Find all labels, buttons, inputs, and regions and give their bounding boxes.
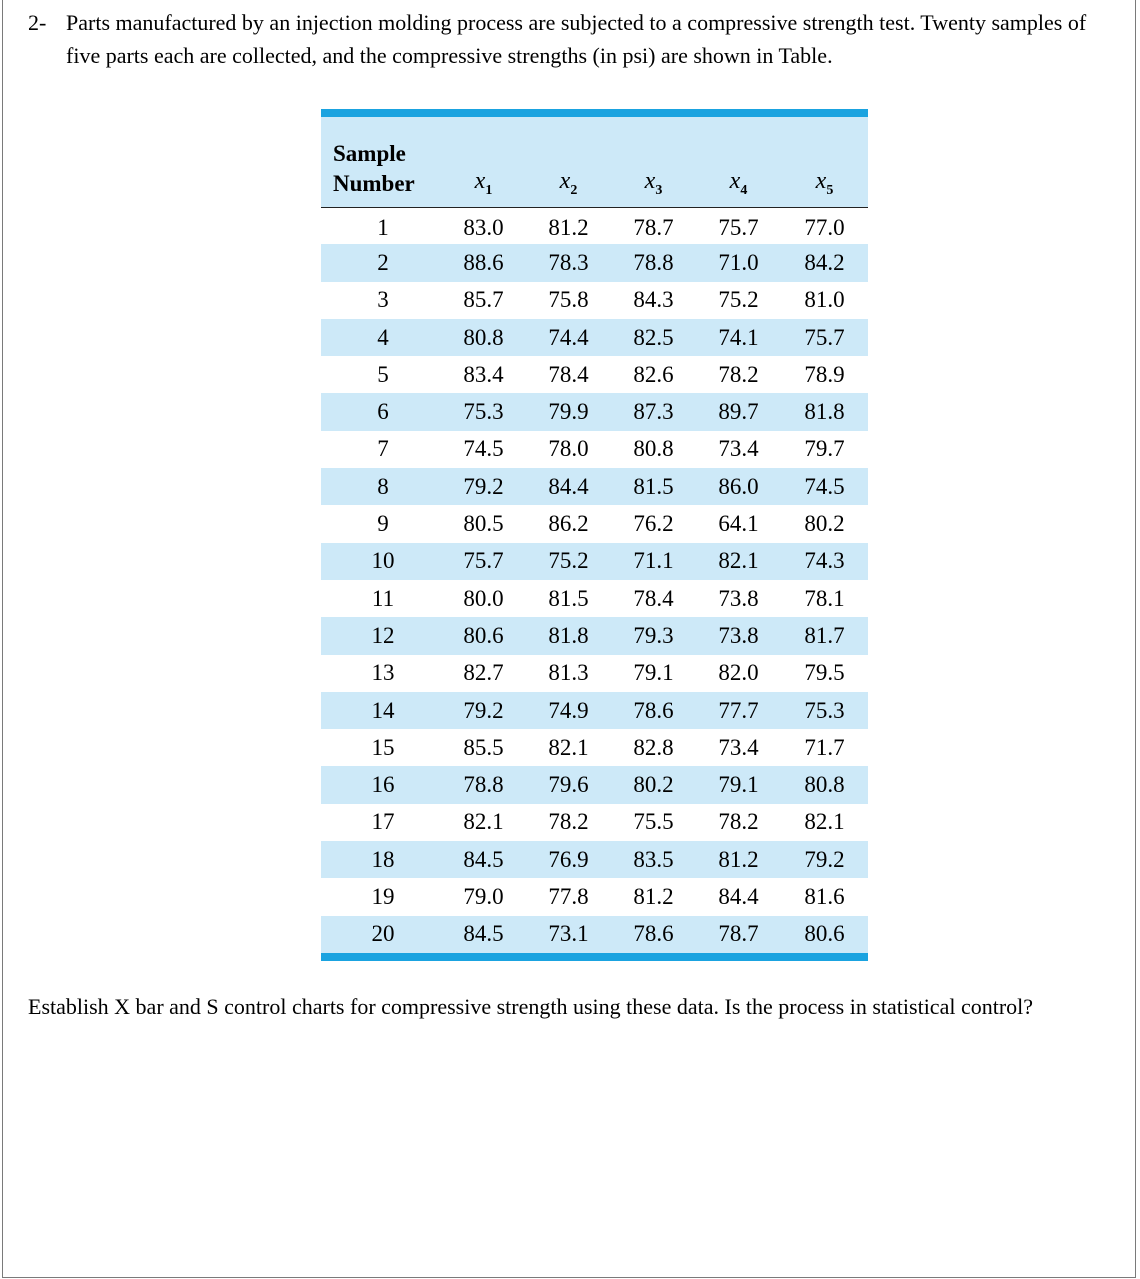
strength-value-cell: 73.4	[718, 436, 759, 462]
table-row	[321, 766, 868, 803]
strength-value-cell: 78.2	[548, 809, 589, 835]
strength-value-cell: 78.7	[718, 921, 759, 947]
strength-value-cell: 78.0	[548, 436, 589, 462]
strength-value-cell: 84.2	[804, 249, 845, 275]
strength-value-cell: 79.9	[548, 399, 589, 425]
sample-number-cell: 17	[371, 809, 395, 835]
x-subscript: 4	[740, 182, 748, 198]
strength-value-cell: 71.0	[718, 249, 759, 275]
strength-value-cell: 74.5	[804, 473, 845, 499]
strength-value-cell: 89.7	[718, 399, 759, 425]
strength-value-cell: 75.7	[718, 214, 759, 240]
strength-value-cell: 82.0	[718, 660, 759, 686]
table-row	[321, 655, 868, 692]
strength-value-cell: 80.8	[463, 324, 504, 350]
strength-value-cell: 78.4	[548, 361, 589, 387]
sample-number-cell: 4	[377, 324, 389, 350]
sample-number-cell: 13	[371, 660, 395, 686]
strength-value-cell: 75.7	[804, 324, 845, 350]
strength-value-cell: 79.7	[804, 436, 845, 462]
strength-value-cell: 86.0	[718, 473, 759, 499]
strength-value-cell: 84.3	[633, 287, 674, 313]
strength-value-cell: 82.1	[463, 809, 504, 835]
strength-value-cell: 78.8	[633, 249, 674, 275]
strength-value-cell: 85.5	[463, 734, 504, 760]
strength-value-cell: 75.7	[463, 548, 504, 574]
table-row	[321, 729, 868, 766]
sample-number-cell: 2	[377, 249, 389, 275]
column-header-x5	[781, 117, 868, 207]
strength-value-cell: 78.4	[633, 585, 674, 611]
strength-value-cell: 81.8	[548, 622, 589, 648]
sample-number-cell: 9	[377, 511, 389, 537]
task-prompt: Establish X bar and S control charts for compressive strength using these data. Is the process in statistical control?	[28, 994, 1034, 1019]
strength-value-cell: 78.7	[633, 214, 674, 240]
strength-value-cell: 81.7	[804, 622, 845, 648]
table-row	[321, 356, 868, 393]
sample-number-cell: 18	[371, 846, 395, 872]
strength-value-cell: 71.1	[633, 548, 674, 574]
table-row	[321, 468, 868, 505]
strength-value-cell: 80.2	[804, 511, 845, 537]
strength-value-cell: 73.8	[718, 585, 759, 611]
table-bottom-rule	[321, 953, 868, 961]
table-row	[321, 878, 868, 915]
strength-value-cell: 81.6	[804, 883, 845, 909]
strength-value-cell: 75.3	[804, 697, 845, 723]
x-symbol: x	[729, 167, 741, 194]
strength-value-cell: 88.6	[463, 249, 504, 275]
strength-value-cell: 78.6	[633, 921, 674, 947]
strength-value-cell: 81.0	[804, 287, 845, 313]
strength-value-cell: 78.1	[804, 585, 845, 611]
sample-number-cell: 12	[371, 622, 395, 648]
x-subscript: 3	[655, 182, 663, 198]
strength-value-cell: 79.3	[633, 622, 674, 648]
column-header-x1	[441, 117, 526, 207]
strength-value-cell: 74.3	[804, 548, 845, 574]
strength-value-cell: 82.5	[633, 324, 674, 350]
question-number: 2-	[28, 10, 47, 35]
strength-value-cell: 82.1	[804, 809, 845, 835]
strength-value-cell: 76.9	[548, 846, 589, 872]
strength-value-cell: 74.5	[463, 436, 504, 462]
table-row	[321, 916, 868, 953]
strength-value-cell: 73.1	[548, 921, 589, 947]
sample-number-cell: 14	[371, 697, 395, 723]
column-header-x3	[611, 117, 696, 207]
question-body: Parts manufactured by an injection molding process are subjected to a compressive strength test. Twenty samples of five parts each are collected, and the compressive strengths (in psi) are shown in Table.	[66, 10, 1087, 68]
strength-value-cell: 74.1	[718, 324, 759, 350]
sample-number-cell: 7	[377, 436, 389, 462]
strength-value-cell: 75.8	[548, 287, 589, 313]
sample-number-cell: 5	[377, 361, 389, 387]
sample-number-cell: 16	[371, 772, 395, 798]
strength-value-cell: 78.8	[463, 772, 504, 798]
strength-value-cell: 82.1	[718, 548, 759, 574]
strength-value-cell: 80.6	[804, 921, 845, 947]
table-row	[321, 393, 868, 430]
strength-value-cell: 71.7	[804, 734, 845, 760]
strength-value-cell: 79.1	[633, 660, 674, 686]
table-body	[321, 207, 868, 953]
strength-value-cell: 64.1	[718, 511, 759, 537]
table-row	[321, 431, 868, 468]
strength-value-cell: 79.6	[548, 772, 589, 798]
strength-value-cell: 84.5	[463, 846, 504, 872]
table-row	[321, 692, 868, 729]
column-header-x4	[696, 117, 781, 207]
strength-value-cell: 73.8	[718, 622, 759, 648]
strength-value-cell: 81.2	[633, 883, 674, 909]
strength-value-cell: 79.2	[463, 697, 504, 723]
table-row	[321, 282, 868, 319]
strength-value-cell: 78.3	[548, 249, 589, 275]
strength-value-cell: 75.2	[548, 548, 589, 574]
table-row	[321, 617, 868, 654]
strength-value-cell: 75.3	[463, 399, 504, 425]
table-top-rule	[321, 109, 868, 117]
table-row	[321, 841, 868, 878]
strength-value-cell: 84.4	[548, 473, 589, 499]
strength-value-cell: 84.5	[463, 921, 504, 947]
strength-value-cell: 79.5	[804, 660, 845, 686]
x-symbol: x	[559, 167, 571, 194]
strength-value-cell: 83.4	[463, 361, 504, 387]
strength-value-cell: 75.5	[633, 809, 674, 835]
strength-value-cell: 78.2	[718, 809, 759, 835]
strength-value-cell: 82.1	[548, 734, 589, 760]
strength-value-cell: 80.5	[463, 511, 504, 537]
sample-number-cell: 1	[377, 214, 389, 240]
x-symbol: x	[644, 167, 656, 194]
strength-value-cell: 83.0	[463, 214, 504, 240]
strength-value-cell: 74.4	[548, 324, 589, 350]
sample-number-cell: 15	[371, 734, 395, 760]
strength-value-cell: 80.6	[463, 622, 504, 648]
table-row	[321, 244, 868, 281]
strength-value-cell: 78.6	[633, 697, 674, 723]
x-subscript: 5	[826, 182, 834, 198]
sample-number-cell: 19	[371, 883, 395, 909]
strength-value-cell: 79.2	[463, 473, 504, 499]
strength-value-cell: 79.1	[718, 772, 759, 798]
strength-value-cell: 73.4	[718, 734, 759, 760]
strength-value-cell: 77.8	[548, 883, 589, 909]
sample-header-line1: Sample	[333, 141, 406, 166]
strength-value-cell: 83.5	[633, 846, 674, 872]
sample-number-cell: 20	[371, 921, 395, 947]
strength-value-cell: 81.5	[548, 585, 589, 611]
strength-value-cell: 82.6	[633, 361, 674, 387]
strength-value-cell: 81.2	[548, 214, 589, 240]
column-header-x2	[526, 117, 611, 207]
strength-value-cell: 79.0	[463, 883, 504, 909]
strength-value-cell: 76.2	[633, 511, 674, 537]
strength-value-cell: 87.3	[633, 399, 674, 425]
strength-value-cell: 84.4	[718, 883, 759, 909]
strength-value-cell: 78.9	[804, 361, 845, 387]
table-row	[321, 319, 868, 356]
sample-number-cell: 8	[377, 473, 389, 499]
strength-value-cell: 80.0	[463, 585, 504, 611]
sample-header-line2: Number	[333, 171, 415, 196]
sample-number-cell: 3	[377, 287, 389, 313]
strength-value-cell: 85.7	[463, 287, 504, 313]
strength-value-cell: 81.3	[548, 660, 589, 686]
strength-value-cell: 77.7	[718, 697, 759, 723]
strength-value-cell: 81.8	[804, 399, 845, 425]
x-symbol: x	[815, 167, 827, 194]
sample-number-cell: 10	[371, 548, 395, 574]
x-subscript: 1	[485, 182, 493, 198]
sample-number-cell: 6	[377, 399, 389, 425]
strength-value-cell: 77.0	[804, 214, 845, 240]
strength-value-cell: 80.8	[633, 436, 674, 462]
table-header-row	[321, 117, 868, 207]
x-symbol: x	[474, 167, 486, 194]
x-subscript: 2	[570, 182, 578, 198]
strength-value-cell: 81.5	[633, 473, 674, 499]
table-row	[321, 804, 868, 841]
strength-value-cell: 74.9	[548, 697, 589, 723]
table-row	[321, 207, 868, 244]
strength-value-cell: 80.2	[633, 772, 674, 798]
table-row	[321, 580, 868, 617]
strength-value-cell: 80.8	[804, 772, 845, 798]
sample-number-cell: 11	[371, 585, 395, 611]
table-row	[321, 543, 868, 580]
strength-value-cell: 81.2	[718, 846, 759, 872]
data-table	[321, 109, 868, 961]
strength-value-cell: 75.2	[718, 287, 759, 313]
strength-value-cell: 82.8	[633, 734, 674, 760]
strength-value-cell: 86.2	[548, 511, 589, 537]
strength-value-cell: 82.7	[463, 660, 504, 686]
strength-value-cell: 78.2	[718, 361, 759, 387]
table-row	[321, 505, 868, 542]
question-text	[28, 6, 1123, 72]
sample-number-header	[321, 117, 441, 207]
strength-value-cell: 79.2	[804, 846, 845, 872]
